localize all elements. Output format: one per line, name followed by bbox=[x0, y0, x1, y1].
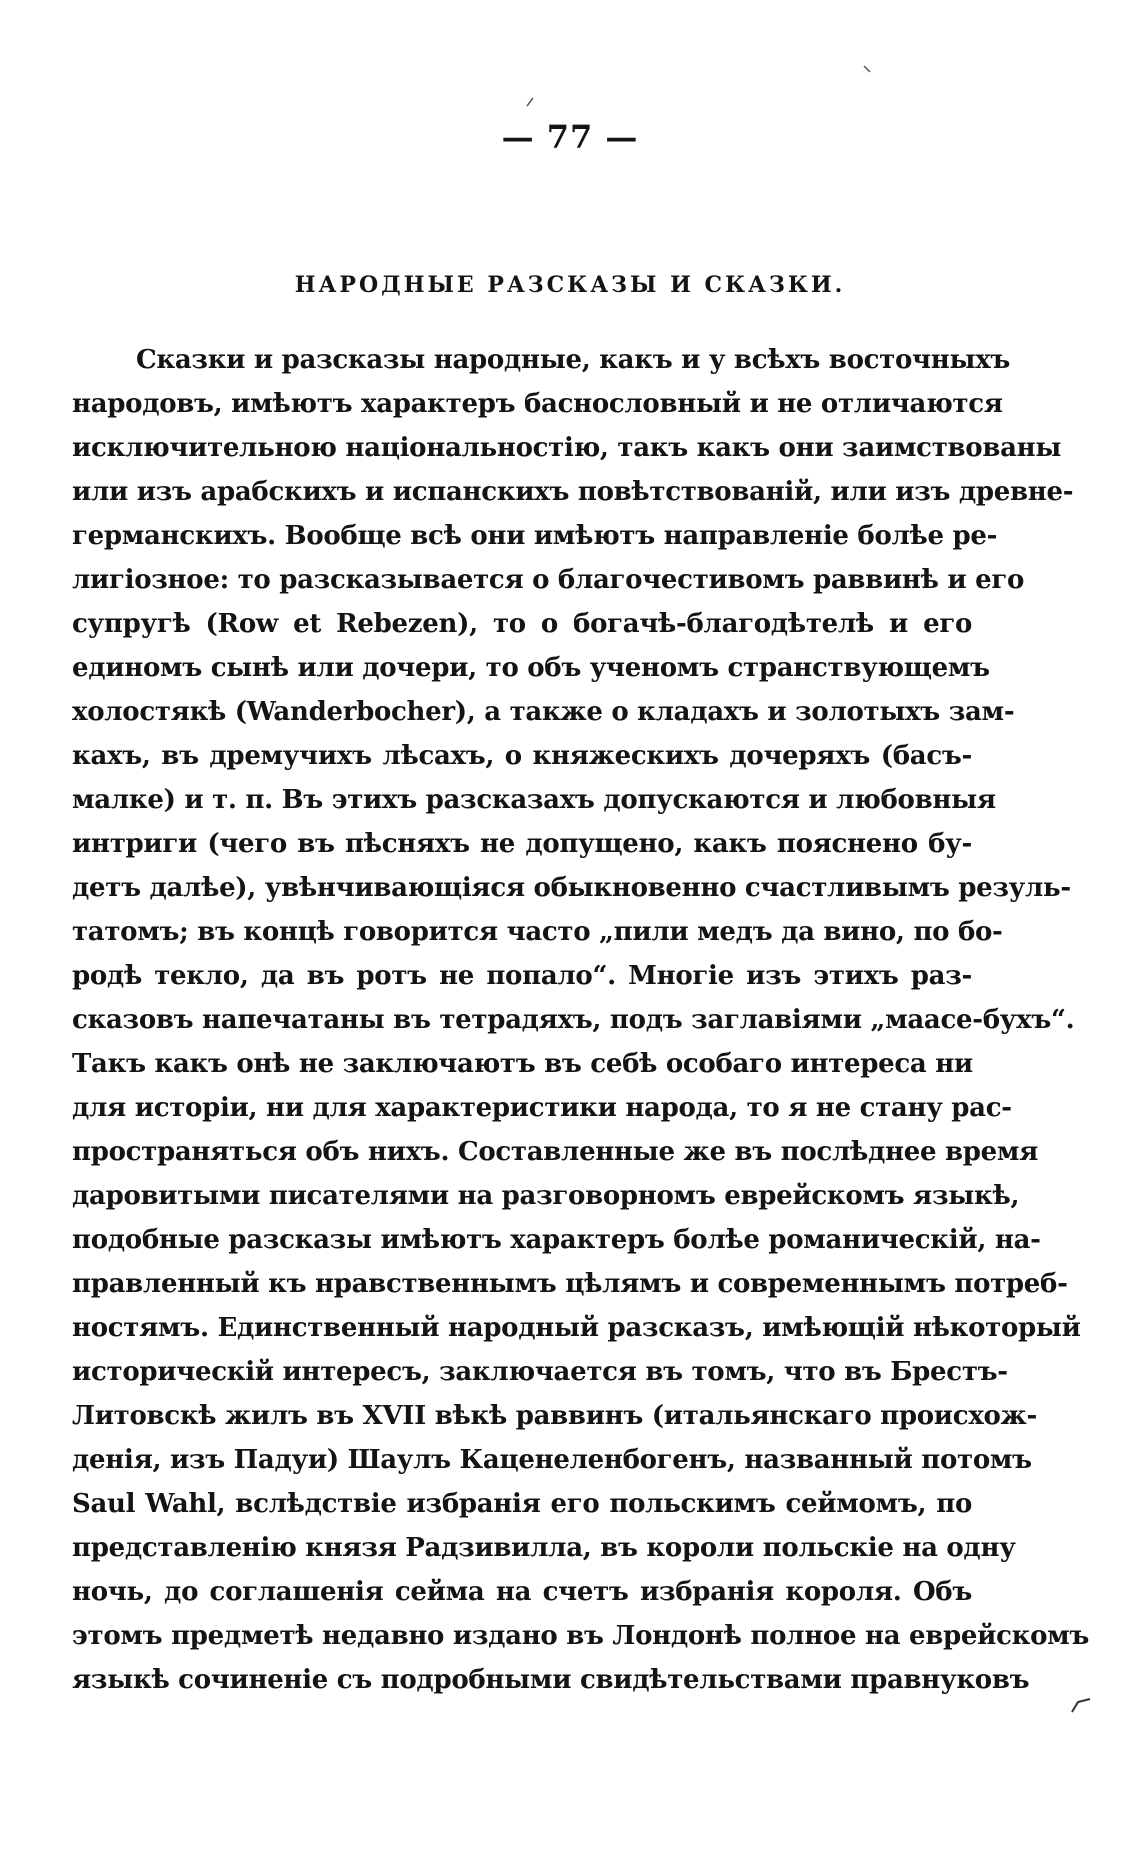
text-line: детъ далѣе), увѣнчивающіяся обыкновенно счастливымъ резуль- bbox=[72, 873, 1071, 903]
text-line: исключительною національностію, такъ какъ они заимствованы bbox=[72, 433, 1062, 463]
text-line: пространяться объ нихъ. Составленные же въ послѣднее время bbox=[72, 1137, 1039, 1167]
scan-mark bbox=[1070, 1696, 1092, 1714]
text-line: Сказки и разсказы народные, какъ и у всѣхъ восточныхъ bbox=[136, 345, 1011, 375]
text-line: представленію князя Радзивилла, въ короли польскіе на одну bbox=[72, 1533, 1016, 1563]
text-line: сказовъ напечатаны въ тетрадяхъ, подъ заглавіями „маасе-бухъ“. bbox=[72, 1005, 1075, 1035]
text-line: народовъ, имѣютъ характеръ баснословный и не отличаются bbox=[72, 389, 1003, 419]
section-heading: НАРОДНЫЕ РАЗСКАЗЫ И СКАЗКИ. bbox=[294, 272, 846, 298]
text-line: холостякѣ (Wanderbocher), а также о кладахъ и золотыхъ зам- bbox=[72, 697, 1015, 727]
text-line: супругѣ (Row et Rebezen), то о богачѣ-благодѣтелѣ и его bbox=[72, 609, 972, 639]
text-line: языкѣ сочиненіе съ подробными свидѣтельствами правнуковъ bbox=[72, 1665, 1030, 1695]
text-line: Такъ какъ онѣ не заключаютъ въ себѣ особаго интереса ни bbox=[72, 1049, 973, 1079]
text-line: или изъ арабскихъ и испанскихъ повѣтствованій, или изъ древне- bbox=[72, 477, 1074, 507]
text-line: родѣ текло, да въ ротъ не попало“. Многіе изъ этихъ раз- bbox=[72, 961, 972, 991]
text-line: историческій интересъ, заключается въ томъ, что въ Брестъ- bbox=[72, 1357, 1008, 1387]
body-text bbox=[72, 338, 1090, 1702]
text-line: этомъ предметѣ недавно издано въ Лондонѣ полное на еврейскомъ bbox=[72, 1621, 1090, 1651]
text-line: ностямъ. Единственный народный разсказъ, имѣющій нѣкоторый bbox=[72, 1313, 1081, 1343]
text-line: ночь, до соглашенія сейма на счетъ избранія короля. Объ bbox=[72, 1577, 972, 1607]
text-line: денія, изъ Падуи) Шаулъ Каценеленбогенъ, названный потомъ bbox=[72, 1445, 1032, 1475]
text-line: даровитыми писателями на разговорномъ еврейскомъ языкѣ, bbox=[72, 1181, 1020, 1211]
text-line: Saul Wahl, вслѣдствіе избранія его польскимъ сеймомъ, по bbox=[72, 1489, 972, 1519]
scan-mark bbox=[525, 96, 535, 108]
scan-mark bbox=[862, 64, 872, 76]
text-line: Литовскѣ жилъ въ XVII вѣкѣ раввинъ (итальянскаго происхож- bbox=[72, 1401, 1038, 1431]
text-line: кахъ, въ дремучихъ лѣсахъ, о княжескихъ дочеряхъ (басъ- bbox=[72, 741, 972, 771]
text-line: для исторіи, ни для характеристики народа, то я не стану рас- bbox=[72, 1093, 1012, 1123]
text-line: татомъ; въ концѣ говорится часто „пили медъ да вино, по бо- bbox=[72, 917, 1003, 947]
text-line: единомъ сынѣ или дочери, то объ ученомъ странствующемъ bbox=[72, 653, 990, 683]
text-line: малке) и т. п. Въ этихъ разсказахъ допускаются и любовныя bbox=[72, 785, 996, 815]
text-line: подобные разсказы имѣютъ характеръ болѣе романическій, на- bbox=[72, 1225, 1041, 1255]
text-line: германскихъ. Вообще всѣ они имѣютъ направленіе болѣе ре- bbox=[72, 521, 998, 551]
text-line: правленный къ нравственнымъ цѣлямъ и современнымъ потреб- bbox=[72, 1269, 1068, 1299]
text-line: лигіозное: то разсказывается о благочестивомъ раввинѣ и его bbox=[72, 565, 1025, 595]
text-line: интриги (чего въ пѣсняхъ не допущено, какъ пояснено бу- bbox=[72, 829, 972, 859]
page-number: — 77 — bbox=[501, 118, 639, 156]
